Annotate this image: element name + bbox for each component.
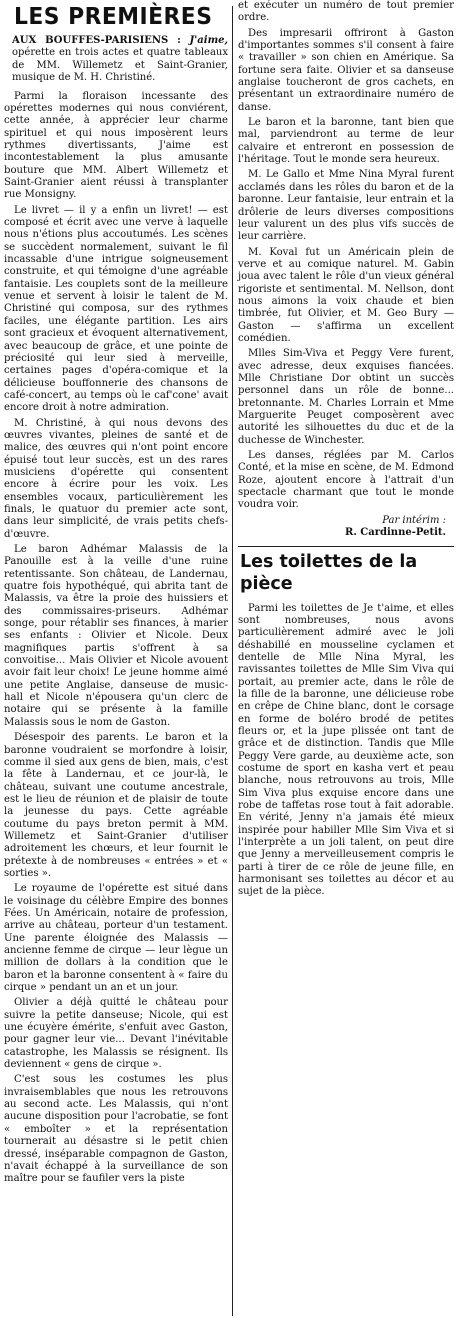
review-paragraph: Mlles Sim-Viva et Peggy Vere furent, avec adresse, deux exquises fiancées. Mlle Christiane Dor obtint un succès personnel dans un rôle de bonne... bretonnante. M. Charles Lorrain et Mme Marguerite Peuget composèrent avec autorité les silhouettes du duc et de la duchesse de Winchester. bbox=[238, 348, 454, 446]
review-paragraph: C'est sous les costumes les plus invraisemblables que nous les retrouvons au second acte. Les Malassis, qui n'ont aucune disposition pour l'acrobatie, se font « emboîter » et la représentation tournerait au désastre si le petit chien dressé, inséparable compagnon de Gaston, n'avait échappé à la surveillance de son maître pour se faufiler vers la piste bbox=[4, 1074, 228, 1185]
left-column bbox=[2, 0, 230, 1189]
review-paragraph: Des impresarii offriront à Gaston d'importantes sommes s'il consent à faire « travailler » son chien en Amérique. Sa fortune sera faite. Olivier et sa danseuse anglaise toucheront de gros cachets, en présentant un extraordinaire numéro de danse. bbox=[238, 27, 454, 113]
review-paragraph: Parmi la floraison incessante des opérettes modernes qui nous conviérent, cette année, à apprécier leur charme spirituel et qui nous imposèrent leurs rythmes divertissants, J'aime est incontestablement la plus amusante bouture que MM. Albert Willemetz et Saint-Granier aient réussi à transplanter rue Monsigny. bbox=[4, 90, 228, 201]
section-title: Les toilettes de la pièce bbox=[240, 551, 418, 594]
review-paragraph: Le livret — il y a enfin un livret! — est composé et écrit avec une verve à laquelle nous n'étions plus accoutumés. Les scènes se succèdent normalement, suivant le fil incassable d'une intrigue soigneusement construite, et qui témoigne d'une agréable fantaisie. Les couplets sont de la meilleure venue et servent à loisir le talent de M. Christiné qui composa, sur des rythmes faciles, une élégante partition. Les airs sont gracieux et évoquent alternativement, avec beaucoup de grâce, et une pointe de préciosité qui leur sied à merveille, certaines pages d'opéra-comique et la délicieuse bouffonnerie des chansons de café-concert, au temps où le caf'cone' avait encore droit à notre admiration. bbox=[4, 204, 228, 414]
review-paragraph: Le baron Adhémar Malassis de la Panouille est à la veille d'une ruine retentissante. Son château, de Landernau, quatre fois hypothéqué, qui abrita tant de Malassis, va être la proie des huissiers et des commissaires-priseurs. Adhémar songe, pour rétablir ses finances, à marier ses enfants : Olivier et Nicole. Deux magnifiques partis s'offrent à sa convoitise... Mais Olivier et Nicole avouent avoir fait leur choix! Le jeune homme aimé une petite Anglaise, danseuse de music-hall et Nicole n'épousera qu'un clerc de notaire qui se présente à la famille Malassis sous le nom de Gaston. bbox=[4, 544, 228, 728]
review-paragraph: et exécuter un numéro de tout premier ordre. bbox=[238, 0, 454, 24]
review-paragraph: M. Le Gallo et Mme Nina Myral furent acclamés dans les rôles du baron et de la baronne. Leur fantaisie, leur entrain et la drôlerie de leurs diverses compositions leur valurent un des plus vifs succès de leur carrière. bbox=[238, 169, 454, 243]
review-paragraph: Le baron et la baronne, tant bien que mal, parviendront au terme de leur calvaire et entreront en possession de l'héritage. Tout le monde sera heureux. bbox=[238, 117, 454, 166]
fashion-paragraph: Parmi les toilettes de Je t'aime, et elles sont nombreuses, nous avons particulièrement admiré avec le joli déshabillé en mousseline cyclamen et dentelle de Mlle Nina Myral, les ravissantes toilettes de Mlle Sim Viva qui portait, au premier acte, dans le rôle de la fille de la baronne, une délicieuse robe en crêpe de Chine blanc, dont le corsage en forme de boléro brodé de petites fleurs or, et la jupe plissée ont tant de grâce et de distinction. Tandis que Mlle Peggy Vere garde, au deuxième acte, son costume de sport en kasha vert et peau blanche, nous retrouvons au trois, Mlle Sim Viva plus exquise encore dans une robe de taffetas rose tout à fait adorable. En vérité, Jenny n'a jamais été mieux inspirée pour habiller Mlle Sim Viva et si l'interprète a un joli talent, on peut dire que Jenny a merveilleusement compris le parti à tirer de ce rôle de jeune fille, en harmonisant ses toilettes au décor et au sujet de la pièce. bbox=[238, 602, 454, 898]
review-paragraph: Le royaume de l'opérette est situé dans le voisinage du célèbre Empire des bonnes Fées. Un Américain, notaire de profession, arrive au château, porteur d'un testament. Une parente éloignée des Malassis — ancienne femme de cirque — leur lègue un million de dollars à la condition que le baron et la baronne consentent à « faire du cirque » pendant un an et un jour. bbox=[4, 883, 228, 994]
review-paragraph: M. Koval fut un Américain plein de verve et au comique naturel. M. Gabin joua avec talent le rôle d'un vieux général rigoriste et sentimental. M. Nellson, dont nous aimons la voix chaude et bien timbrée, fut Olivier, et M. Geo Bury — Gaston — s'affirma un excellent comédien. bbox=[238, 246, 454, 344]
review-paragraph: Les danses, réglées par M. Carlos Conté, et la mise en scène, de M. Edmond Roze, ajoutent encore à l'attrait d'un spectacle charmant que tout le monde voudra voir. bbox=[238, 450, 454, 511]
play-title: J'aime, bbox=[189, 35, 228, 46]
play-credits: opérette en trois actes et quatre tableaux de MM. Willemetz et Saint-Granier, musique de M. H. Christiné. bbox=[12, 47, 228, 84]
review-heading bbox=[12, 35, 228, 85]
review-paragraph: Olivier a déjà quitté le château pour suivre la petite danseuse; Nicole, qui est une écuyère émérite, s'enfuit avec Gaston, pour gagner leur vie... Devant l'inévitable catastrophe, les Malassis se résignent. Ils deviennent « gens de cirque ». bbox=[4, 997, 228, 1071]
review-paragraph: M. Christiné, à qui nous devons des œuvres vivantes, pleines de santé et de malice, des œuvres qui n'ont point encore épuisé tout leur succès, est un des rares musiciens d'opérette qui consentent encore à écrire pour les voix. Les ensembles vocaux, particulièrement les finals, le quatuor du premier acte sont, dans leur simplicité, de vrais petits chefs-d'œuvre. bbox=[4, 417, 228, 540]
section-divider bbox=[238, 546, 454, 547]
signature-name: R. Cardinne-Petit. bbox=[345, 527, 446, 539]
right-column bbox=[236, 0, 456, 902]
page-title: LES PREMIÈRES bbox=[14, 4, 213, 30]
column-divider bbox=[232, 6, 233, 1316]
theatre-name: AUX BOUFFES-PARISIENS : bbox=[12, 35, 181, 46]
signature-label: Par intérim : bbox=[382, 514, 446, 526]
review-paragraph: Désespoir des parents. Le baron et la baronne voudraient se morfondre à loisir, comme il sied aux gens de bien, mais, c'est la fête à Landernau, et ce jour-là, le château, suivant une coutume ancestrale, est le lieu de réunion et de plaisir de toute la jeunesse du pays. Cette agréable coutume du pays breton permit à MM. Willemetz et Saint-Granier d'utiliser adroitement les chœurs, et leur fournit le prétexte à de nombreuses « entrées » et « sorties ». bbox=[4, 732, 228, 879]
